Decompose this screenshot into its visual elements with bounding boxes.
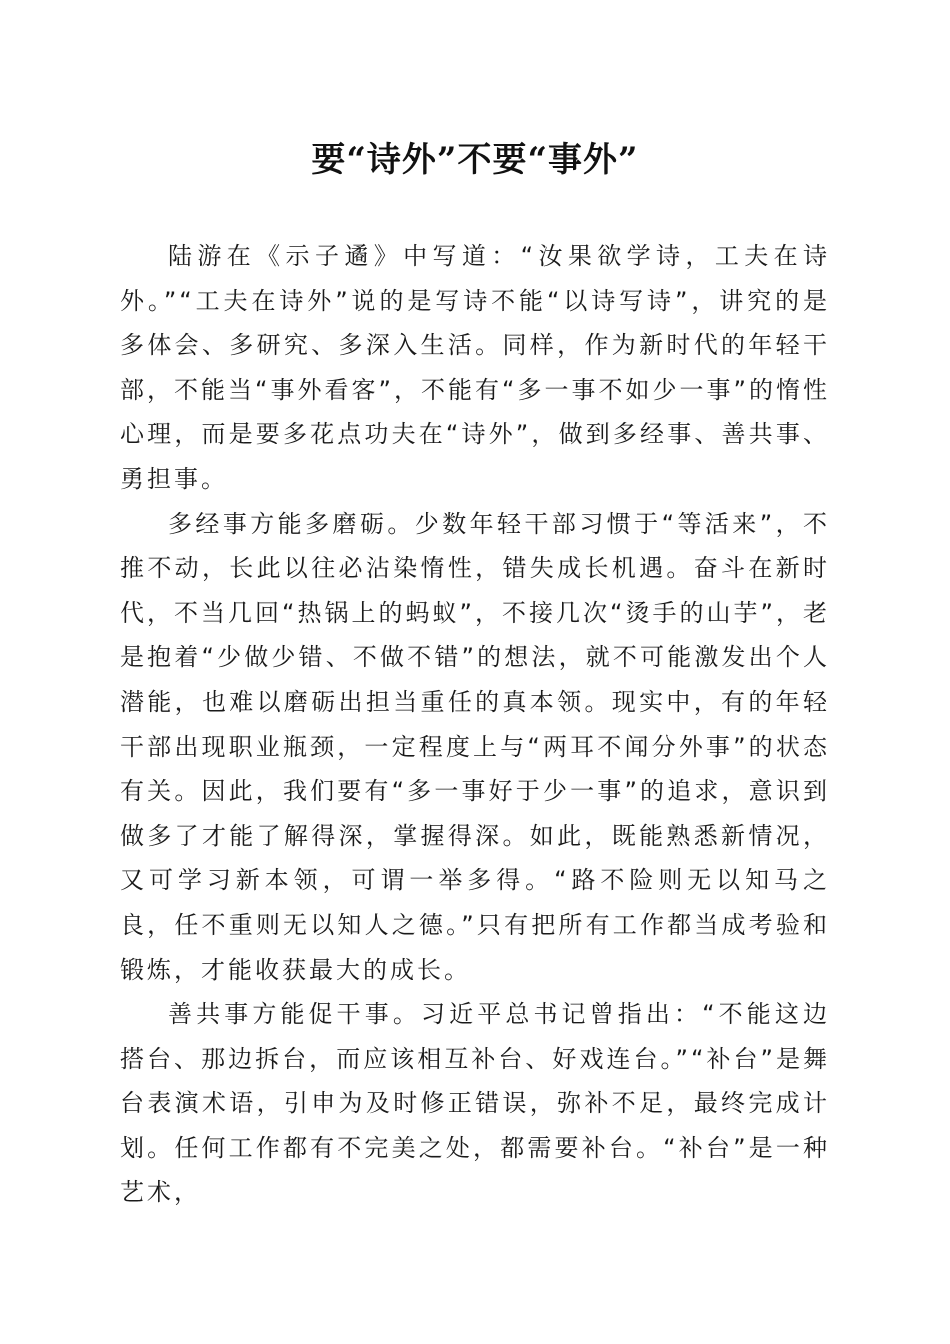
document-body [120, 234, 830, 1215]
paragraph-3: 善共事方能促干事。习近平总书记曾指出：“不能这边搭台、那边拆台，而应该相互补台、好戏连台。”“补台”是舞台表演术语，引申为及时修正错误，弥补不足，最终完成计划。任何工作都有不完美之处，都需要补台。“补台”是一种艺术， [120, 1000, 830, 1207]
document-title: 要“诗外”不要“事外” [311, 140, 639, 180]
paragraph-2: 多经事方能多磨砺。少数年轻干部习惯于“等活来”，不推不动，长此以往必沾染惰性，错失成长机遇。奋斗在新时代，不当几回“热锅上的蚂蚁”，不接几次“烫手的山芋”，老是抱着“少做少错、不做不错”的想法，就不可能激发出个人潜能，也难以磨砺出担当重任的真本领。现实中，有的年轻干部出现职业瓶颈，一定程度上与“两耳不闻分外事”的状态有关。因此，我们要有“多一事好于少一事”的追求，意识到做多了才能了解得深，掌握得深。如此，既能熟悉新情况，又可学习新本领，可谓一举多得。“路不险则无以知马之良，任不重则无以知人之德。”只有把所有工作都当成考验和锻炼，才能收获最大的成长。 [120, 509, 830, 984]
paragraph-1: 陆游在《示子遹》中写道：“汝果欲学诗，工夫在诗外。”“工夫在诗外”说的是写诗不能“以诗写诗”，讲究的是多体会、多研究、多深入生活。同样，作为新时代的年轻干部，不能当“事外看客”，不能有“多一事不如少一事”的惰性心理，而是要多花点功夫在“诗外”，做到多经事、善共事、勇担事。 [120, 242, 830, 493]
